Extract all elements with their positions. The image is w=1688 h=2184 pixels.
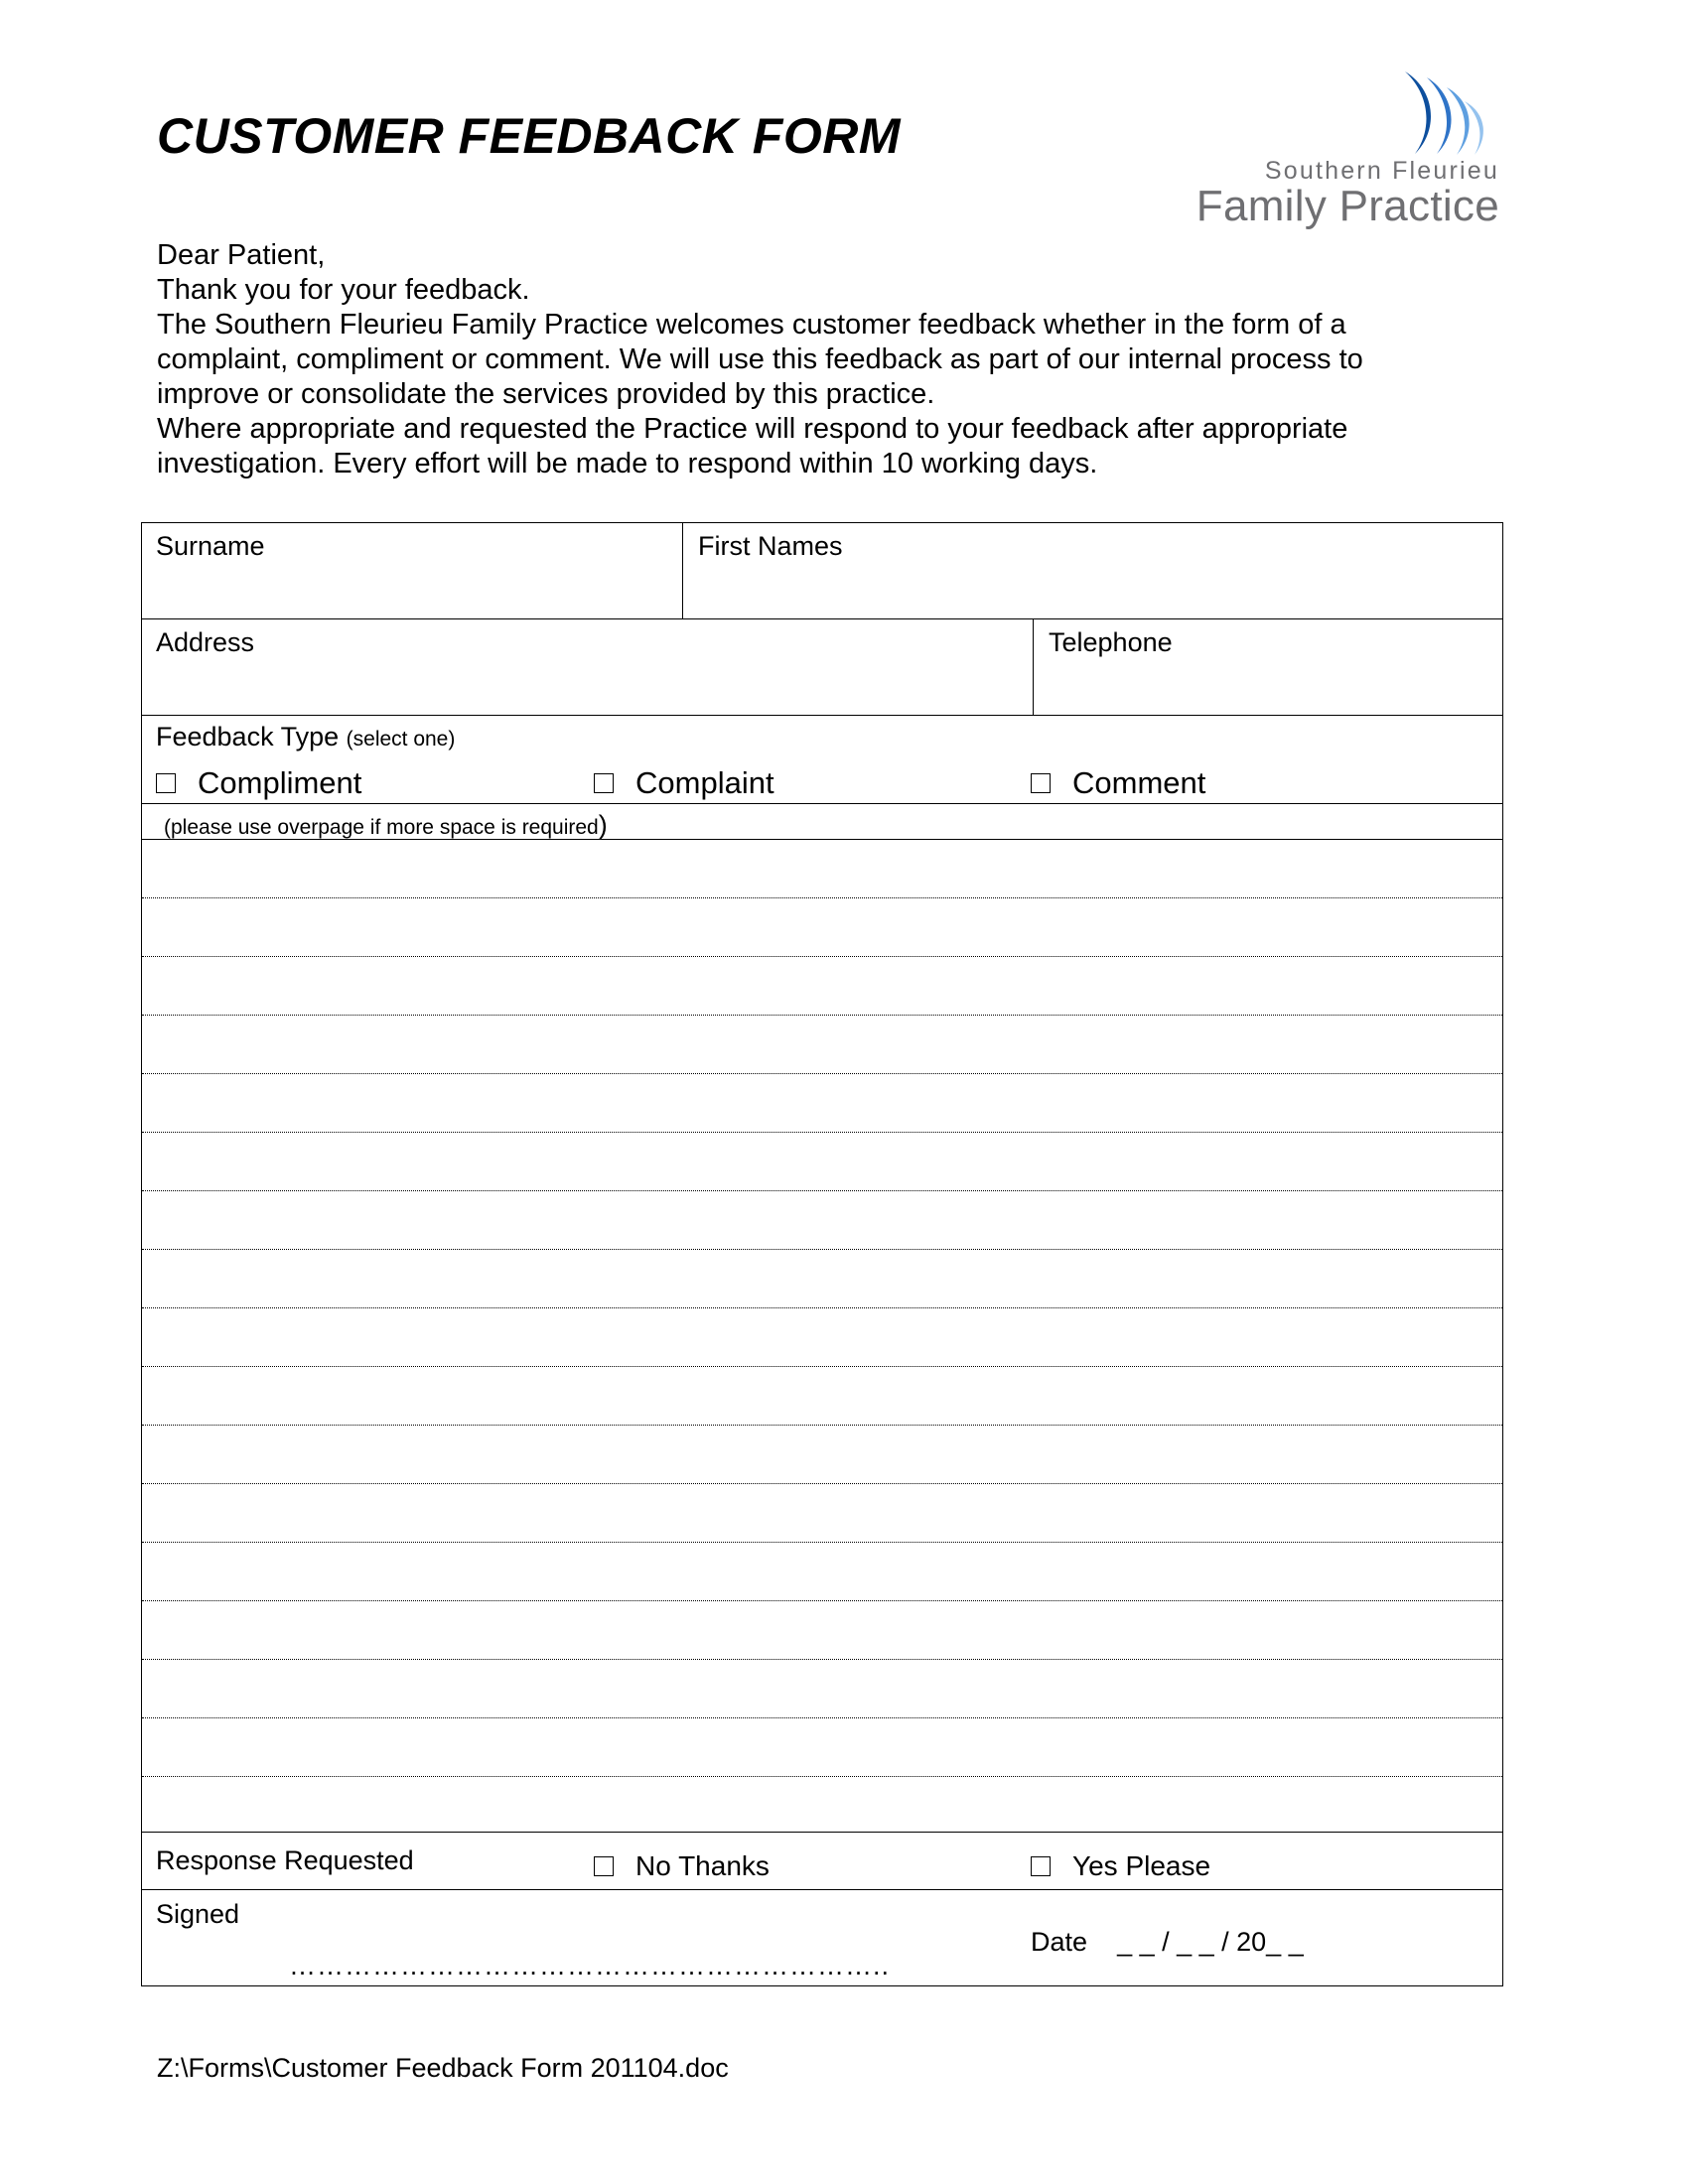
no-thanks-option[interactable] (594, 1850, 770, 1882)
complaint-label: Complaint (635, 765, 774, 800)
telephone-label: Telephone (1049, 627, 1173, 657)
address-label: Address (156, 627, 255, 657)
no-thanks-checkbox[interactable] (594, 1856, 614, 1876)
file-path-footer: Z:\Forms\Customer Feedback Form 201104.doc (157, 2053, 729, 2083)
surname-label: Surname (156, 531, 265, 561)
compliment-checkbox[interactable] (156, 773, 176, 793)
complaint-option[interactable] (594, 765, 774, 801)
comment-label: Comment (1072, 765, 1206, 800)
form-title: CUSTOMER FEEDBACK FORM (157, 108, 901, 164)
yes-please-option[interactable] (1031, 1850, 1210, 1882)
yes-please-checkbox[interactable] (1031, 1856, 1051, 1876)
thanks-line: Thank you for your feedback. (157, 274, 530, 306)
no-thanks-label: No Thanks (635, 1850, 770, 1881)
practice-logo (1196, 69, 1509, 238)
compliment-label: Compliment (198, 765, 362, 800)
logo-text-line1: Southern Fleurieu (1264, 157, 1499, 185)
first-names-field[interactable] (684, 523, 1502, 618)
feedback-type-hint: (select one) (346, 728, 456, 751)
overpage-note-paren: ) (598, 810, 608, 840)
response-requested-label: Response Requested (156, 1845, 414, 1875)
feedback-type-heading (156, 722, 455, 752)
intro-text (157, 238, 1448, 481)
signature-line[interactable]: ……………………………………………………….. (289, 1951, 891, 1980)
address-field[interactable] (142, 619, 1033, 715)
date-label: Date (1031, 1927, 1088, 1957)
intro-paragraph-1: The Southern Fleurieu Family Practice welcomes customer feedback whether in the form of a complaint, compliment or comment. We will use this feedback as part of our internal process to improve or consolidate the services provided by this practice. (157, 309, 1363, 410)
sail-logo-icon (1395, 69, 1494, 159)
comment-checkbox[interactable] (1031, 773, 1051, 793)
yes-please-label: Yes Please (1072, 1850, 1211, 1881)
compliment-option[interactable] (156, 765, 361, 801)
intro-paragraph-2: Where appropriate and requested the Practice will respond to your feedback after appropriate investigation. Every effort will be made to respond within 10 working days. (157, 413, 1348, 479)
feedback-comments-area[interactable] (142, 840, 1502, 1833)
overpage-note-text: (please use overpage if more space is required (164, 816, 599, 839)
comment-option[interactable] (1031, 765, 1205, 801)
date-field[interactable] (1031, 1927, 1304, 1958)
logo-text-line2: Family Practice (1196, 182, 1499, 230)
signed-label: Signed (156, 1899, 240, 1929)
feedback-form (141, 522, 1503, 1986)
overpage-note (164, 810, 608, 841)
first-names-label: First Names (698, 531, 843, 561)
complaint-checkbox[interactable] (594, 773, 614, 793)
telephone-field[interactable] (1035, 619, 1502, 715)
greeting: Dear Patient, (157, 239, 326, 271)
date-format: _ _ / _ _ / 20_ _ (1117, 1927, 1304, 1957)
feedback-type-label: Feedback Type (156, 722, 340, 751)
surname-field[interactable] (142, 523, 682, 618)
